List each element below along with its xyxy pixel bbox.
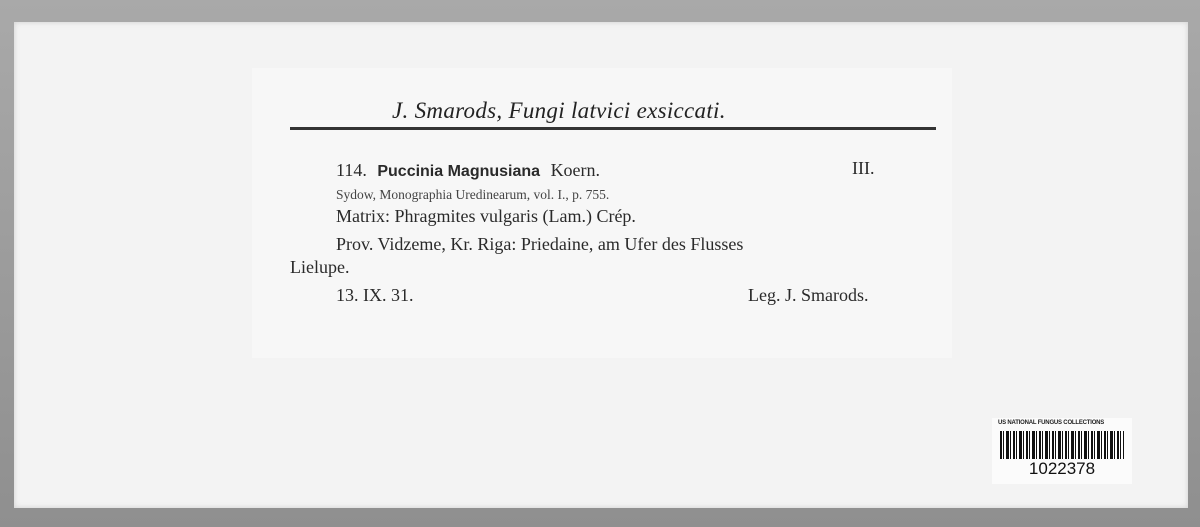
reference-line: Sydow, Monographia Uredinearum, vol. I., p. 755. xyxy=(336,187,610,202)
species-author: Koern. xyxy=(550,160,601,180)
locality-line-1: Prov. Vidzeme, Kr. Riga: Priedaine, am Ufer des Flusses xyxy=(336,234,744,254)
title-divider xyxy=(290,127,936,130)
collection-date: 13. IX. 31. xyxy=(336,285,414,305)
barcode-header: US NATIONAL FUNGUS COLLECTIONS xyxy=(998,420,1105,426)
specimen-label xyxy=(252,68,952,358)
barcode-bars xyxy=(1000,431,1124,459)
barcode-number: 1022378 xyxy=(1028,459,1096,478)
collector-line: Leg. J. Smarods. xyxy=(748,285,869,305)
spore-stage: III. xyxy=(852,158,875,178)
exsiccata-number: 114. xyxy=(336,160,367,180)
locality-line-2: Lielupe. xyxy=(290,257,350,277)
species-name: Puccinia Magnusiana xyxy=(377,163,541,180)
label-title: J. Smarods, Fungi latvici exsiccati. xyxy=(392,98,726,123)
taxon-line xyxy=(336,160,600,181)
barcode-label xyxy=(992,418,1132,484)
matrix-line: Matrix: Phragmites vulgaris (Lam.) Crép. xyxy=(336,206,636,226)
